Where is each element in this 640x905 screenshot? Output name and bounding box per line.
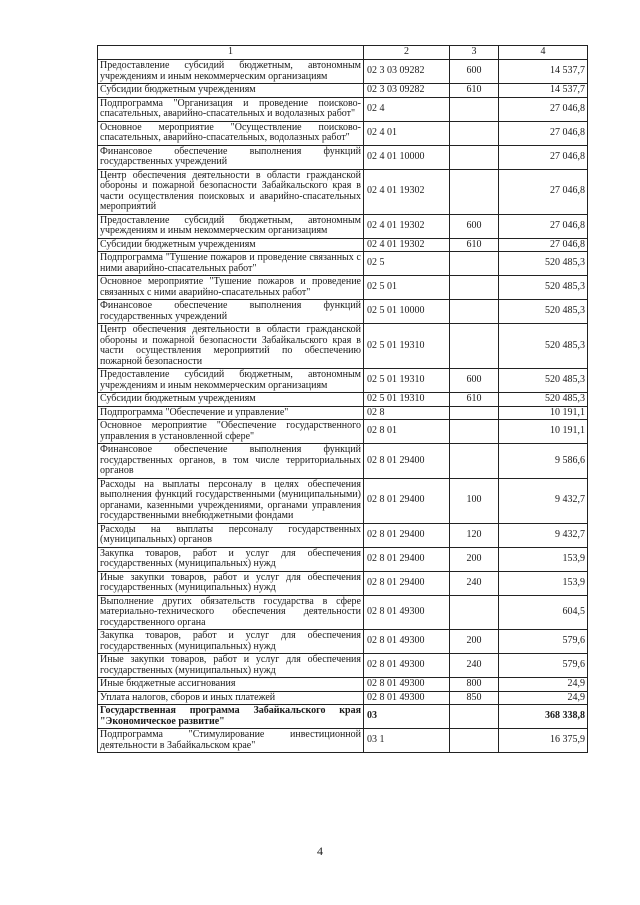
row-expense-type-cell: 600 [450,369,499,393]
row-code-cell: 02 5 [364,252,450,276]
table-row [98,145,588,169]
row-name-cell: Финансовое обеспечение выполнения функций государственных органов, в том числе территориальных органов [98,444,364,479]
row-name-cell: Субсидии бюджетным учреждениям [98,393,364,407]
table-body [98,60,588,753]
row-name-cell: Предоставление субсидий бюджетным, автономным учреждениям и иным некоммерческим организациям [98,60,364,84]
row-expense-type-cell [450,444,499,479]
row-name-cell: Финансовое обеспечение выполнения функций государственных учреждений [98,300,364,324]
table-row [98,324,588,369]
row-code-cell: 02 5 01 19310 [364,324,450,369]
row-code-cell: 02 8 01 49300 [364,678,450,692]
row-sum-cell: 27 046,8 [499,97,588,121]
row-expense-type-cell [450,729,499,753]
row-name-cell: Закупка товаров, работ и услуг для обеспечения государственных (муниципальных) нужд [98,547,364,571]
row-expense-type-cell: 600 [450,214,499,238]
table-row [98,252,588,276]
row-sum-cell: 579,6 [499,654,588,678]
row-code-cell: 02 8 01 29400 [364,444,450,479]
row-sum-cell: 9 586,6 [499,444,588,479]
table-row [98,444,588,479]
row-name-cell: Основное мероприятие "Тушение пожаров и проведение связанных с ними аварийно-спасательных работ" [98,276,364,300]
row-expense-type-cell: 200 [450,547,499,571]
row-expense-type-cell [450,169,499,214]
row-sum-cell: 520 485,3 [499,324,588,369]
row-sum-cell: 579,6 [499,630,588,654]
row-code-cell: 02 8 01 49300 [364,630,450,654]
row-sum-cell: 27 046,8 [499,169,588,214]
row-name-cell: Предоставление субсидий бюджетным, автономным учреждениям и иным некоммерческим организациям [98,214,364,238]
row-expense-type-cell: 600 [450,60,499,84]
row-code-cell: 02 4 [364,97,450,121]
row-name-cell: Финансовое обеспечение выполнения функций государственных учреждений [98,145,364,169]
row-code-cell: 02 5 01 10000 [364,300,450,324]
row-code-cell: 02 8 [364,406,450,420]
row-sum-cell: 24,9 [499,678,588,692]
row-name-cell: Основное мероприятие "Осуществление поисково-спасательных, аварийно-спасательных, водолазных работ" [98,121,364,145]
table-row [98,420,588,444]
table-row [98,406,588,420]
table-row [98,393,588,407]
row-sum-cell: 27 046,8 [499,121,588,145]
row-expense-type-cell: 610 [450,84,499,98]
table-row [98,238,588,252]
row-expense-type-cell [450,324,499,369]
table-row [98,369,588,393]
page-number: 4 [317,844,323,858]
row-code-cell: 02 8 01 29400 [364,523,450,547]
table-row [98,300,588,324]
row-sum-cell: 27 046,8 [499,145,588,169]
row-name-cell: Иные бюджетные ассигнования [98,678,364,692]
row-expense-type-cell: 240 [450,571,499,595]
header-col-2: 2 [364,46,450,60]
row-code-cell: 03 [364,705,450,729]
row-sum-cell: 520 485,3 [499,300,588,324]
row-sum-cell: 14 537,7 [499,84,588,98]
row-name-cell: Иные закупки товаров, работ и услуг для обеспечения государственных (муниципальных) нужд [98,571,364,595]
row-code-cell: 02 4 01 19302 [364,238,450,252]
row-code-cell: 02 4 01 19302 [364,214,450,238]
row-expense-type-cell [450,145,499,169]
header-col-1: 1 [98,46,364,60]
table-row [98,691,588,705]
header-col-4: 4 [499,46,588,60]
row-expense-type-cell [450,121,499,145]
row-sum-cell: 27 046,8 [499,238,588,252]
row-code-cell: 02 8 01 49300 [364,595,450,630]
row-name-cell: Расходы на выплаты персоналу государственных (муниципальных) органов [98,523,364,547]
row-sum-cell: 368 338,8 [499,705,588,729]
row-code-cell: 02 5 01 [364,276,450,300]
row-code-cell: 02 3 03 09282 [364,84,450,98]
row-name-cell: Уплата налогов, сборов и иных платежей [98,691,364,705]
table-row [98,630,588,654]
row-code-cell: 02 4 01 [364,121,450,145]
row-code-cell: 02 8 01 49300 [364,654,450,678]
row-name-cell: Государственная программа Забайкальского края "Экономическое развитие" [98,705,364,729]
row-expense-type-cell: 800 [450,678,499,692]
row-code-cell: 02 8 01 29400 [364,478,450,523]
row-expense-type-cell: 100 [450,478,499,523]
row-expense-type-cell: 610 [450,238,499,252]
table-row [98,547,588,571]
row-name-cell: Расходы на выплаты персоналу в целях обеспечения выполнения функций государственными (муниципальными) органами, казенными учреждениями, органами управления государственными внебюджетными фондами [98,478,364,523]
row-name-cell: Центр обеспечения деятельности в области гражданской обороны и пожарной безопасности Забайкальского края в части осуществления мероприятий по обеспечению пожарной безопасности [98,324,364,369]
row-code-cell: 02 8 01 29400 [364,571,450,595]
table-row [98,276,588,300]
table-row [98,523,588,547]
row-name-cell: Закупка товаров, работ и услуг для обеспечения государственных (муниципальных) нужд [98,630,364,654]
row-code-cell: 02 4 01 10000 [364,145,450,169]
table-header-row [98,46,588,60]
table-row [98,84,588,98]
table-row [98,121,588,145]
row-expense-type-cell [450,276,499,300]
row-code-cell: 02 5 01 19310 [364,393,450,407]
table-row [98,705,588,729]
row-name-cell: Подпрограмма "Обеспечение и управление" [98,406,364,420]
row-sum-cell: 153,9 [499,571,588,595]
row-name-cell: Субсидии бюджетным учреждениям [98,238,364,252]
row-expense-type-cell [450,300,499,324]
row-name-cell: Предоставление субсидий бюджетным, автономным учреждениям и иным некоммерческим организациям [98,369,364,393]
row-sum-cell: 16 375,9 [499,729,588,753]
row-sum-cell: 10 191,1 [499,420,588,444]
row-sum-cell: 520 485,3 [499,369,588,393]
row-sum-cell: 520 485,3 [499,276,588,300]
budget-table [97,45,588,753]
row-expense-type-cell [450,705,499,729]
row-name-cell: Подпрограмма "Стимулирование инвестиционной деятельности в Забайкальском крае" [98,729,364,753]
row-name-cell: Субсидии бюджетным учреждениям [98,84,364,98]
row-name-cell: Подпрограмма "Организация и проведение поисково-спасательных, аварийно-спасательных и водолазных работ" [98,97,364,121]
row-sum-cell: 520 485,3 [499,393,588,407]
row-expense-type-cell [450,406,499,420]
row-expense-type-cell [450,252,499,276]
row-name-cell: Центр обеспечения деятельности в области гражданской обороны и пожарной безопасности Забайкальского края в части осуществления поисковых и аварийно-спасательных мероприятий [98,169,364,214]
row-name-cell: Основное мероприятие "Обеспечение государственного управления в установленной сфере" [98,420,364,444]
row-expense-type-cell: 610 [450,393,499,407]
table-row [98,729,588,753]
row-expense-type-cell: 200 [450,630,499,654]
row-expense-type-cell [450,97,499,121]
row-sum-cell: 9 432,7 [499,478,588,523]
row-sum-cell: 27 046,8 [499,214,588,238]
row-name-cell: Подпрограмма "Тушение пожаров и проведение связанных с ними аварийно-спасательных работ" [98,252,364,276]
row-code-cell: 02 8 01 [364,420,450,444]
row-code-cell: 02 8 01 29400 [364,547,450,571]
row-code-cell: 02 5 01 19310 [364,369,450,393]
table-row [98,678,588,692]
table-row [98,214,588,238]
row-code-cell: 02 8 01 49300 [364,691,450,705]
table-row [98,97,588,121]
row-expense-type-cell: 850 [450,691,499,705]
table-row [98,654,588,678]
table-row [98,169,588,214]
row-name-cell: Выполнение других обязательств государства в сфере материально-технического обеспечения деятельности государственного органа [98,595,364,630]
table-row [98,478,588,523]
row-code-cell: 02 4 01 19302 [364,169,450,214]
table-row [98,60,588,84]
table-row [98,571,588,595]
row-sum-cell: 520 485,3 [499,252,588,276]
row-code-cell: 02 3 03 09282 [364,60,450,84]
table-row [98,595,588,630]
row-sum-cell: 9 432,7 [499,523,588,547]
row-expense-type-cell [450,420,499,444]
row-sum-cell: 10 191,1 [499,406,588,420]
row-code-cell: 03 1 [364,729,450,753]
row-sum-cell: 14 537,7 [499,60,588,84]
row-sum-cell: 24,9 [499,691,588,705]
row-sum-cell: 153,9 [499,547,588,571]
row-sum-cell: 604,5 [499,595,588,630]
row-expense-type-cell: 120 [450,523,499,547]
row-expense-type-cell: 240 [450,654,499,678]
row-expense-type-cell [450,595,499,630]
header-col-3: 3 [450,46,499,60]
row-name-cell: Иные закупки товаров, работ и услуг для обеспечения государственных (муниципальных) нужд [98,654,364,678]
